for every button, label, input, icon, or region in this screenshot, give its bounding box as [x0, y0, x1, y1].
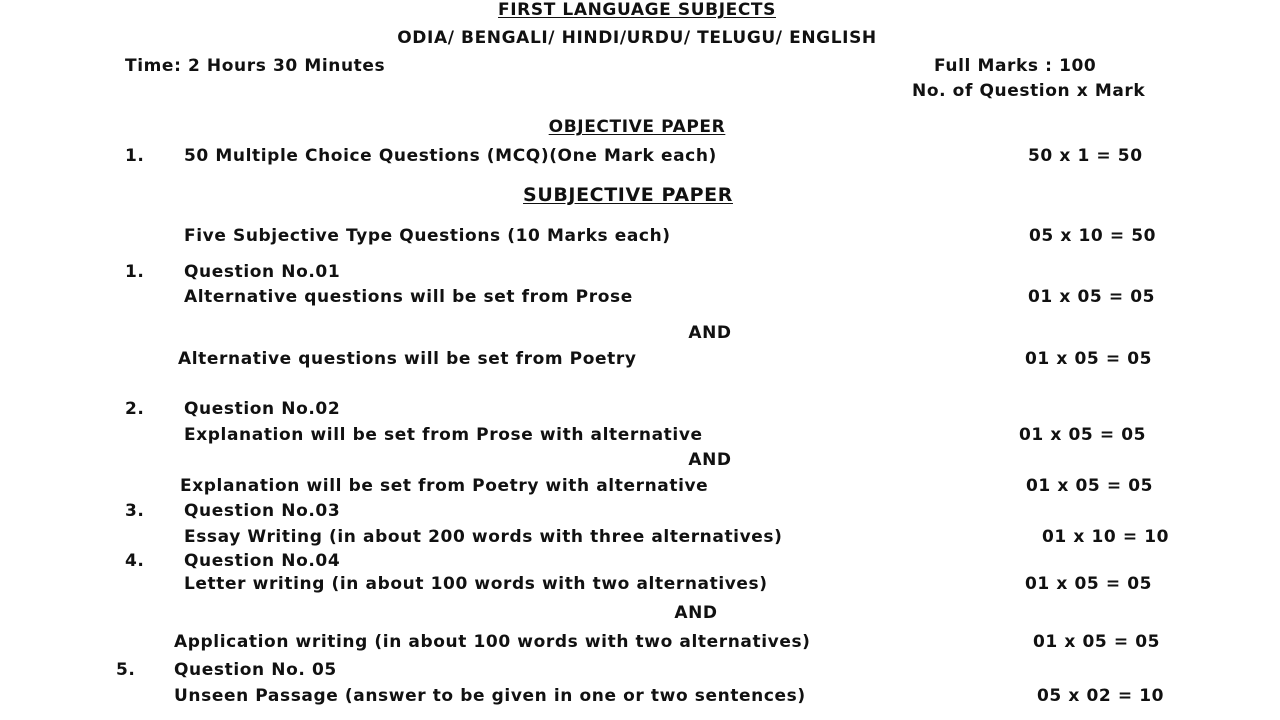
time-label: Time: 2 Hours 30 Minutes — [125, 56, 386, 76]
question-line-marks: 01 x 05 = 05 — [1019, 425, 1147, 445]
subjective-summary-text: Five Subjective Type Questions (10 Marks each) — [184, 226, 671, 246]
question-number: 3. — [125, 501, 145, 521]
full-marks-label: Full Marks : 100 — [934, 56, 1097, 76]
question-line: Explanation will be set from Poetry with alternative — [180, 476, 709, 496]
and-separator: AND — [688, 323, 732, 343]
question-title: Question No. 05 — [174, 660, 337, 680]
question-line: Unseen Passage (answer to be given in one or two sentences) — [174, 686, 806, 706]
and-separator: AND — [674, 603, 718, 623]
question-line: Application writing (in about 100 words with two alternatives) — [174, 632, 811, 652]
question-line: Essay Writing (in about 200 words with three alternatives) — [184, 527, 783, 547]
question-line: Alternative questions will be set from Prose — [184, 287, 633, 307]
question-line: Alternative questions will be set from Poetry — [178, 349, 637, 369]
item-number: 1. — [125, 146, 145, 166]
question-title: Question No.02 — [184, 399, 341, 419]
and-separator: AND — [688, 450, 732, 470]
question-line-marks: 05 x 02 = 10 — [1037, 686, 1165, 706]
question-line-marks: 01 x 05 = 05 — [1033, 632, 1161, 652]
question-line-marks: 01 x 05 = 05 — [1028, 287, 1156, 307]
languages-line: ODIA/ BENGALI/ HINDI/URDU/ TELUGU/ ENGLISH — [397, 28, 877, 48]
subjective-heading: SUBJECTIVE PAPER — [523, 184, 733, 206]
question-title: Question No.01 — [184, 262, 341, 282]
question-number: 4. — [125, 551, 145, 571]
question-line: Explanation will be set from Prose with alternative — [184, 425, 703, 445]
subjective-summary-marks: 05 x 10 = 50 — [1029, 226, 1157, 246]
mcq-marks: 50 x 1 = 50 — [1028, 146, 1143, 166]
objective-heading: OBJECTIVE PAPER — [548, 117, 726, 137]
question-title: Question No.04 — [184, 551, 341, 571]
question-line-marks: 01 x 05 = 05 — [1025, 349, 1153, 369]
question-number: 5. — [116, 660, 136, 680]
mcq-text: 50 Multiple Choice Questions (MCQ)(One Mark each) — [184, 146, 717, 166]
question-line-marks: 01 x 10 = 10 — [1042, 527, 1170, 547]
question-number: 1. — [125, 262, 145, 282]
question-title: Question No.03 — [184, 501, 341, 521]
question-line-marks: 01 x 05 = 05 — [1025, 574, 1153, 594]
marks-column-label: No. of Question x Mark — [912, 81, 1146, 101]
question-number: 2. — [125, 399, 145, 419]
question-line-marks: 01 x 05 = 05 — [1026, 476, 1154, 496]
document-title: FIRST LANGUAGE SUBJECTS — [498, 0, 776, 20]
question-line: Letter writing (in about 100 words with two alternatives) — [184, 574, 768, 594]
